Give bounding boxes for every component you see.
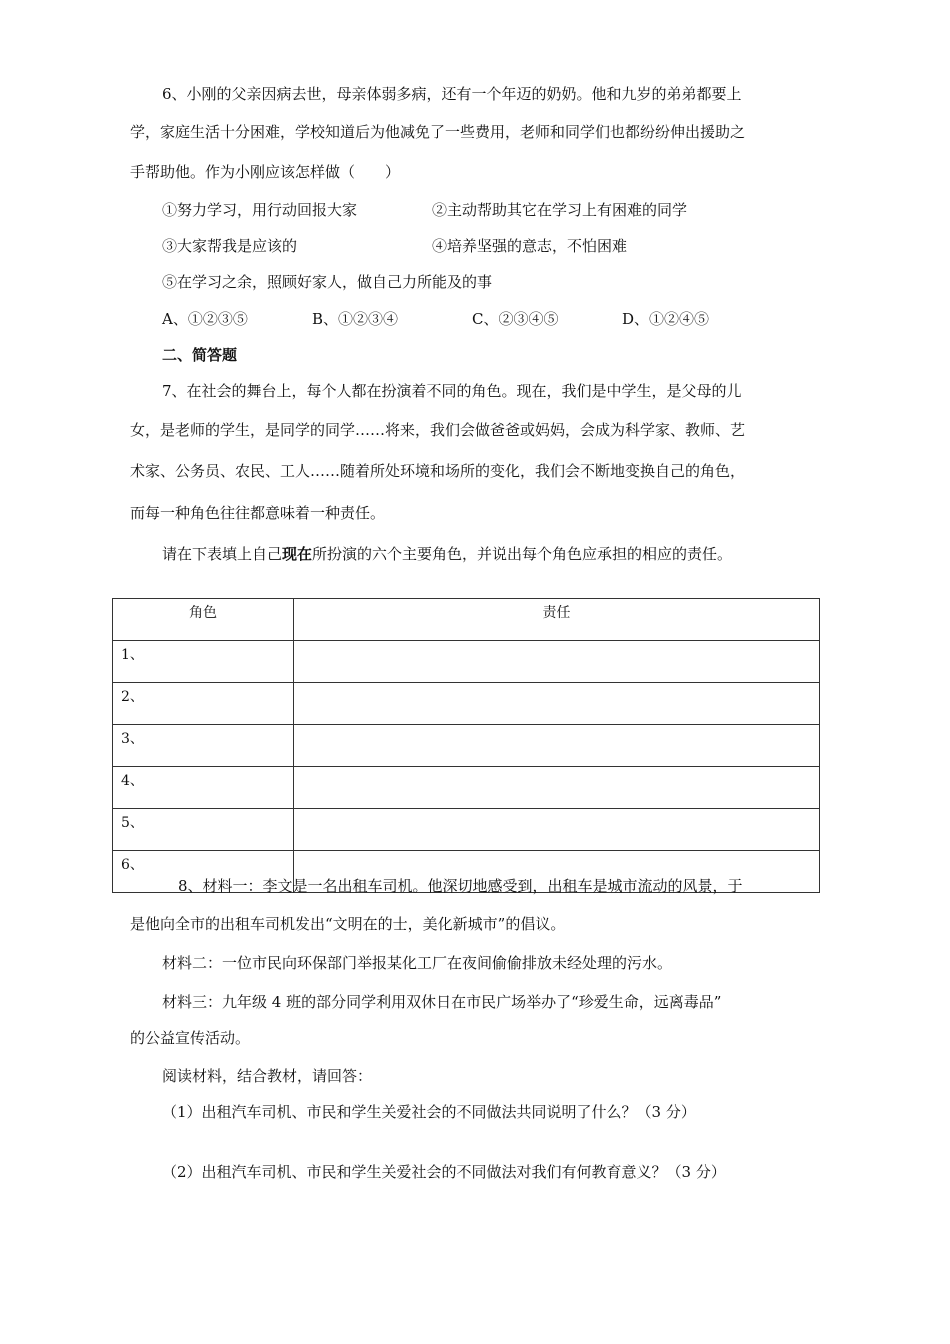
role-cell[interactable]: 3、 bbox=[113, 725, 294, 767]
table-row bbox=[113, 725, 820, 767]
q7-text-line1: 7、在社会的舞台上，每个人都在扮演着不同的角色。现在，我们是中学生，是父母的儿 bbox=[162, 382, 742, 400]
table-row bbox=[113, 683, 820, 725]
role-cell[interactable]: 5、 bbox=[113, 809, 294, 851]
q6-option-4: ④培养坚强的意志，不怕困难 bbox=[432, 237, 628, 255]
q8-subquestion-1: （1）出租汽车司机、市民和学生关爱社会的不同做法共同说明了什么？（3 分） bbox=[162, 1103, 696, 1121]
q7-prompt-post: 所扮演的六个主要角色，并说出每个角色应承担的相应的责任。 bbox=[312, 545, 733, 563]
table-row bbox=[113, 641, 820, 683]
q8-material-3b: 的公益宣传活动。 bbox=[130, 1029, 251, 1047]
section-heading: 二、简答题 bbox=[162, 346, 238, 364]
q8-text-line2: 是他向全市的出租车司机发出“文明在的士，美化新城市”的倡议。 bbox=[130, 915, 566, 933]
role-cell[interactable]: 6、 bbox=[113, 851, 294, 893]
q6-choice-a: A、①②③⑤ bbox=[162, 310, 248, 328]
q7-text-line2: 女，是老师的学生，是同学的同学……将来，我们会做爸爸或妈妈，会成为科学家、教师、艺 bbox=[130, 421, 746, 439]
q8-material-2: 材料二：一位市民向环保部门举报某化工厂在夜间偷偷排放未经处理的污水。 bbox=[162, 954, 673, 972]
table-row bbox=[113, 767, 820, 809]
header-role: 角色 bbox=[113, 599, 294, 641]
q7-prompt-pre: 请在下表填上自己 bbox=[162, 545, 283, 563]
header-responsibility: 责任 bbox=[294, 599, 820, 641]
q6-text-line2: 学，家庭生活十分困难，学校知道后为他减免了一些费用，老师和同学们也都纷纷伸出援助之 bbox=[130, 123, 746, 141]
responsibility-cell[interactable] bbox=[294, 809, 820, 851]
table-row bbox=[113, 809, 820, 851]
q6-option-3: ③大家帮我是应该的 bbox=[162, 237, 298, 255]
roles-table bbox=[112, 598, 820, 893]
q7-text-line4: 而每一种角色往往都意味着一种责任。 bbox=[130, 504, 386, 522]
q8-subquestion-2: （2）出租汽车司机、市民和学生关爱社会的不同做法对我们有何教育意义？（3 分） bbox=[162, 1163, 726, 1181]
q8-instruction: 阅读材料，结合教材，请回答： bbox=[162, 1067, 373, 1085]
q6-option-5: ⑤在学习之余，照顾好家人，做自己力所能及的事 bbox=[162, 273, 493, 291]
role-cell[interactable]: 1、 bbox=[113, 641, 294, 683]
q7-prompt bbox=[162, 544, 732, 564]
responsibility-cell[interactable] bbox=[294, 641, 820, 683]
q6-text-line3: 手帮助他。作为小刚应该怎样做（ ） bbox=[130, 163, 401, 181]
q6-option-2: ②主动帮助其它在学习上有困难的同学 bbox=[432, 201, 688, 219]
responsibility-cell[interactable] bbox=[294, 725, 820, 767]
table-header-row bbox=[113, 599, 820, 641]
role-cell[interactable]: 4、 bbox=[113, 767, 294, 809]
q7-text-line3: 术家、公务员、农民、工人……随着所处环境和场所的变化，我们会不断地变换自己的角色， bbox=[130, 462, 746, 480]
q8-text-line1: 8、材料一：李文是一名出租车司机。他深切地感受到，出租车是城市流动的风景，于 bbox=[178, 877, 743, 895]
q8-material-3a: 材料三：九年级 4 班的部分同学利用双休日在市民广场举办了“珍爱生命，远离毒品” bbox=[162, 993, 722, 1011]
role-cell[interactable]: 2、 bbox=[113, 683, 294, 725]
q7-prompt-emphasis: 现在 bbox=[282, 545, 313, 563]
responsibility-cell[interactable] bbox=[294, 767, 820, 809]
responsibility-cell[interactable] bbox=[294, 683, 820, 725]
q6-choice-d: D、①②④⑤ bbox=[622, 310, 710, 328]
q6-option-1: ①努力学习，用行动回报大家 bbox=[162, 201, 358, 219]
q6-choice-b: B、①②③④ bbox=[312, 310, 399, 328]
q6-text-line1: 6、小刚的父亲因病去世，母亲体弱多病，还有一个年迈的奶奶。他和九岁的弟弟都要上 bbox=[162, 85, 742, 103]
q6-choice-c: C、②③④⑤ bbox=[472, 310, 559, 328]
